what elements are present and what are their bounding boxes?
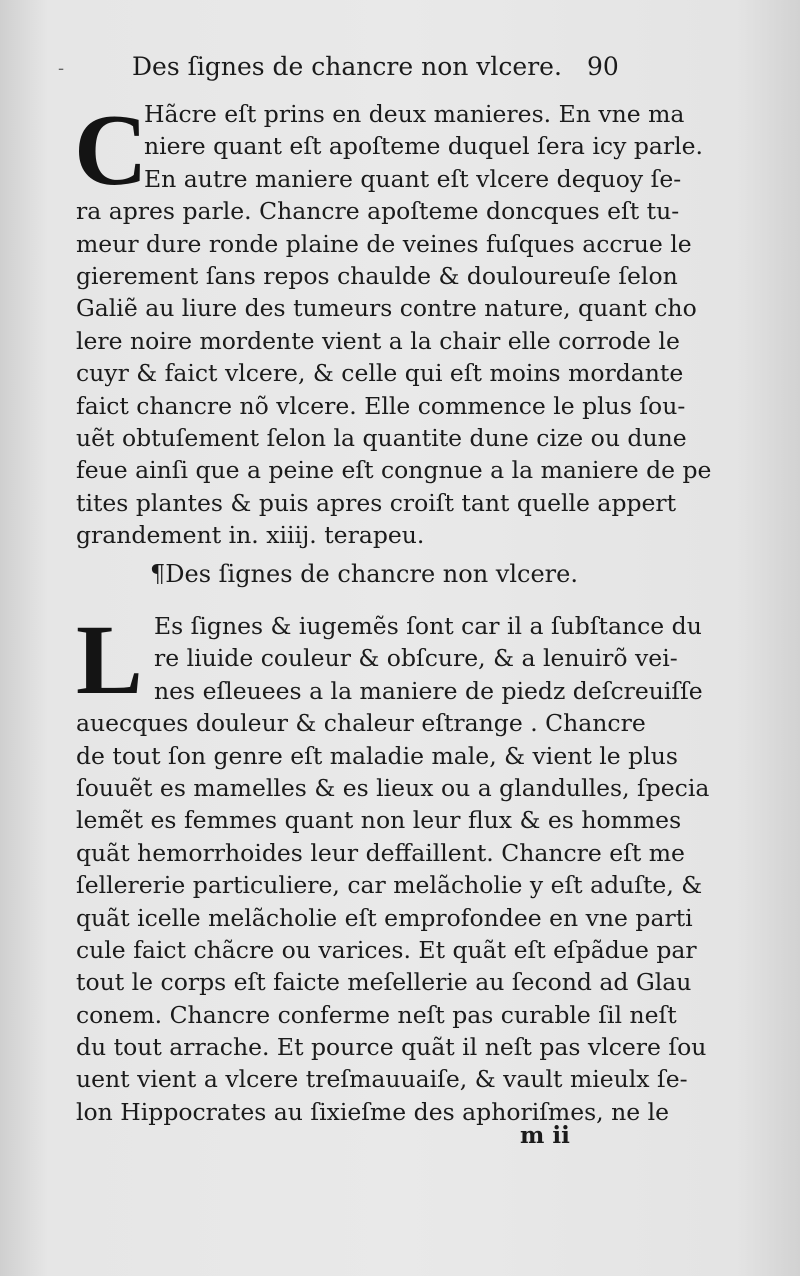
folio-number: 90 — [587, 52, 619, 81]
text-line: feue ainſi que a peine eſt congnue a la maniere de pe — [76, 456, 712, 485]
text-line: Hãcre eſt prins en deux manieres. En vne ma — [144, 100, 685, 128]
text-line: tites plantes & puis apres croiſt tant quelle appert — [76, 488, 677, 517]
text-line: lemẽt es femmes quant non leur flux & es hommes — [76, 806, 682, 835]
text-line: meur dure ronde plaine de veines fuſques accrue le — [76, 229, 692, 258]
text-line: gierement ſans repos chaulde & douloureuſe ſelon — [76, 261, 678, 290]
text-line: quãt hemorrhoides leur deffaillent. Chancre eſt me — [76, 838, 685, 867]
text-line: ra apres parle. Chancre apoſteme doncques eſt tu- — [76, 197, 680, 226]
paragraph-chancre-intro — [74, 94, 712, 551]
text-line: re liuide couleur & obſcure, & a lenuirõ vei- — [154, 644, 678, 673]
text-line: ſouuẽt es mamelles & es lieux ou a glandulles, ſpecia — [76, 773, 710, 802]
text-line: cule faict chãcre ou varices. Et quãt eſt eſpãdue par — [76, 935, 697, 964]
text-line: cuyr & faict vlcere, & celle qui eſt moins mordante — [76, 359, 684, 388]
text-line: ſellererie particuliere, car melãcholie y eſt aduſte, & — [76, 871, 703, 900]
text-line: auecques douleur & chaleur eſtrange . Chancre — [76, 709, 646, 738]
running-title: Des ſignes de chancre non vlcere. — [132, 52, 562, 81]
section-heading: ¶Des ſignes de chancre non vlcere. — [150, 560, 578, 588]
text-line: lon Hippocrates au ſixieſme des aphoriſmes, ne le — [76, 1097, 670, 1126]
drop-capital-c: C — [74, 94, 148, 207]
text-line: Galiẽ au liure des tumeurs contre nature, quant cho — [76, 294, 697, 323]
text-line: nes eſleuees a la maniere de piedz deſcreuiſſe — [154, 676, 703, 705]
signature-mark: m ii — [520, 1122, 570, 1149]
text-line: uent vient a vlcere treſmauuaiſe, & vault mieulx ſe- — [76, 1065, 688, 1094]
stray-mark: - — [58, 58, 65, 79]
text-line: niere quant eſt apoſteme duquel ſera icy parle. — [144, 132, 704, 161]
text-line: de tout ſon genre eſt maladie male, & vient le plus — [76, 741, 678, 770]
text-line: lere noire mordente vient a la chair elle corrode le — [76, 326, 680, 355]
page-header — [132, 52, 652, 92]
text-line: faict chancre nõ vlcere. Elle commence le plus ſou- — [76, 391, 686, 420]
text-line: uẽt obtuſement ſelon la quantite dune cize ou dune — [76, 423, 687, 452]
paragraph-signs — [76, 604, 710, 1128]
text-line: grandement in. xiiij. terapeu. — [76, 521, 425, 550]
text-line: conem. Chancre conferme neſt pas curable ſil neſt — [76, 1000, 677, 1029]
text-line: quãt icelle melãcholie eſt emprofondee en vne parti — [76, 903, 693, 932]
text-line: tout le corps eſt faicte meſellerie au ſecond ad Glau — [76, 968, 692, 997]
text-line: du tout arrache. Et pource quãt il neſt pas vlcere ſou — [76, 1033, 707, 1062]
text-line: En autre maniere quant eſt vlcere dequoy ſe- — [144, 164, 682, 193]
drop-capital-l: L — [76, 604, 143, 715]
text-line: Es ſignes & iugemẽs ſont car il a ſubſtance du — [154, 612, 702, 640]
